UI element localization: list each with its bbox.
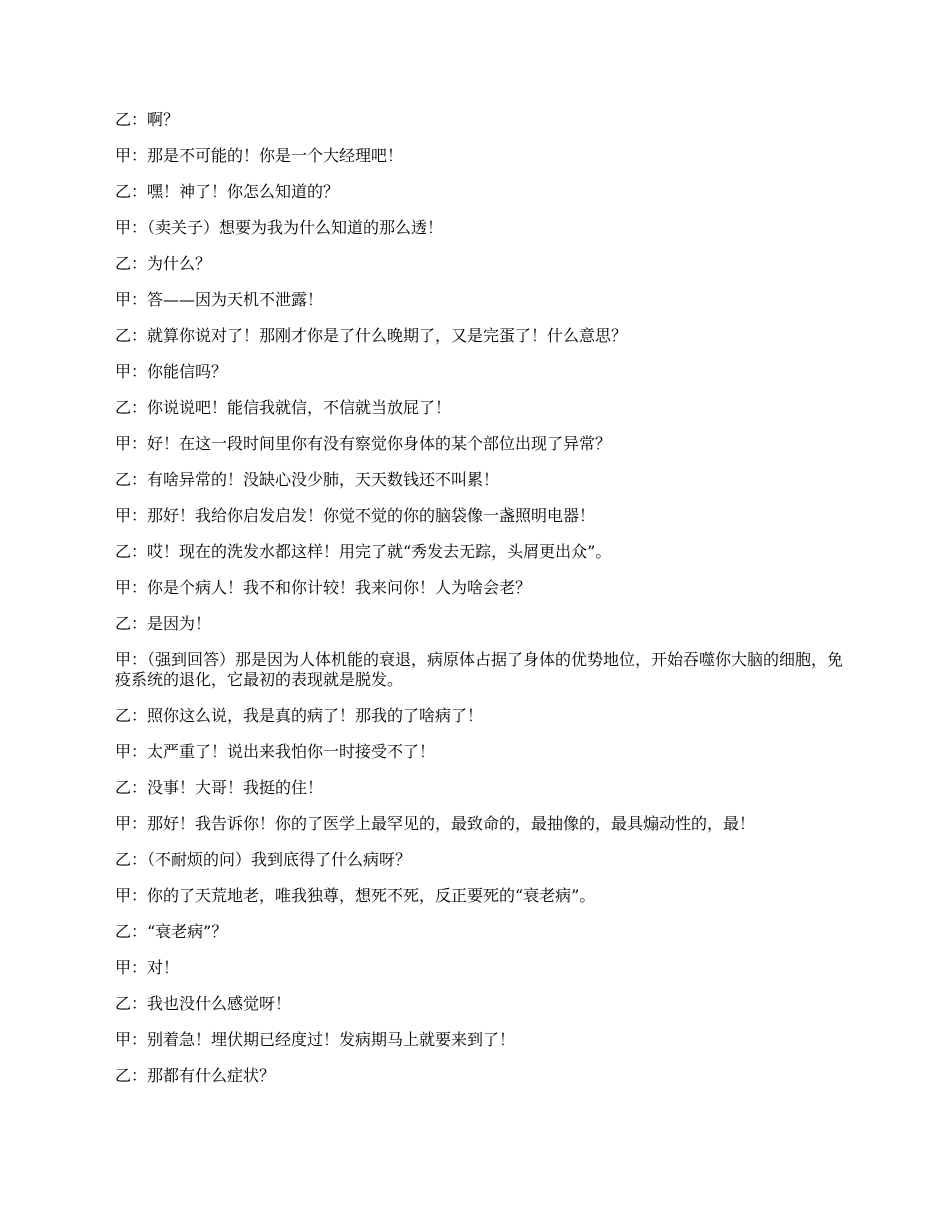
dialogue-line: 乙：有啥异常的！没缺心没少肺，天天数钱还不叫累！	[115, 470, 500, 489]
dialogue-body	[115, 110, 845, 1102]
dialogue-line: 乙：照你这么说，我是真的病了！那我的了啥病了！	[115, 706, 484, 725]
dialogue-line: 乙：就算你说对了！那刚才你是了什么晚期了，又是完蛋了！什么意思？	[115, 326, 628, 345]
dialogue-line: 甲：你是个病人！我不和你计较！我来问你！人为啥会老？	[115, 578, 532, 597]
dialogue-line: 甲：别着急！埋伏期已经度过！发病期马上就要来到了！	[115, 1030, 516, 1049]
dialogue-line: 乙：嘿！神了！你怎么知道的？	[115, 182, 340, 201]
dialogue-line: 甲：答——因为天机不泄露！	[115, 290, 324, 309]
dialogue-line: 乙：你说说吧！能信我就信，不信就当放屁了！	[115, 398, 452, 417]
dialogue-line: 甲：那好！我给你启发启发！你觉不觉的你的脑袋像一盏照明电器！	[115, 506, 596, 525]
dialogue-line: 乙：（不耐烦的问）我到底得了什么病呀？	[115, 850, 412, 869]
dialogue-line: 甲：你的了天荒地老，唯我独尊，想死不死，反正要死的“衰老病”。	[115, 886, 596, 905]
dialogue-line: 乙：没事！大哥！我挺的住！	[115, 778, 324, 797]
dialogue-line: 乙：为什么？	[115, 254, 212, 273]
dialogue-line: 甲：那是不可能的！你是一个大经理吧！	[115, 146, 404, 165]
dialogue-line: 乙：哎！现在的洗发水都这样！用完了就“秀发去无踪，头屑更出众”。	[115, 542, 612, 561]
dialogue-line: 甲：（卖关子）想要为我为什么知道的那么透！	[115, 218, 444, 237]
dialogue-line: 乙：我也没什么感觉呀！	[115, 994, 292, 1013]
dialogue-line: 甲：太严重了！说出来我怕你一时接受不了！	[115, 742, 436, 761]
dialogue-line: 乙：啊？	[115, 110, 180, 129]
dialogue-line: 乙：那都有什么症状？	[115, 1066, 276, 1085]
dialogue-line: 乙：“衰老病”？	[115, 922, 228, 941]
dialogue-line: 甲：那好！我告诉你！你的了医学上最罕见的，最致命的，最抽像的，最具煽动性的，最！	[115, 814, 756, 833]
dialogue-line: 乙：是因为！	[115, 614, 212, 633]
dialogue-line: 甲：你能信吗？	[115, 362, 228, 381]
dialogue-line: 甲：（强到回答）那是因为人体机能的衰退，病原体占据了身体的优势地位，开始吞噬你大脑的细胞，免疫系统的退化，它最初的表现就是脱发。	[115, 650, 844, 689]
dialogue-line: 甲：好！在这一段时间里你有没有察觉你身体的某个部位出现了异常？	[115, 434, 612, 453]
dialogue-line: 甲：对！	[115, 958, 180, 977]
